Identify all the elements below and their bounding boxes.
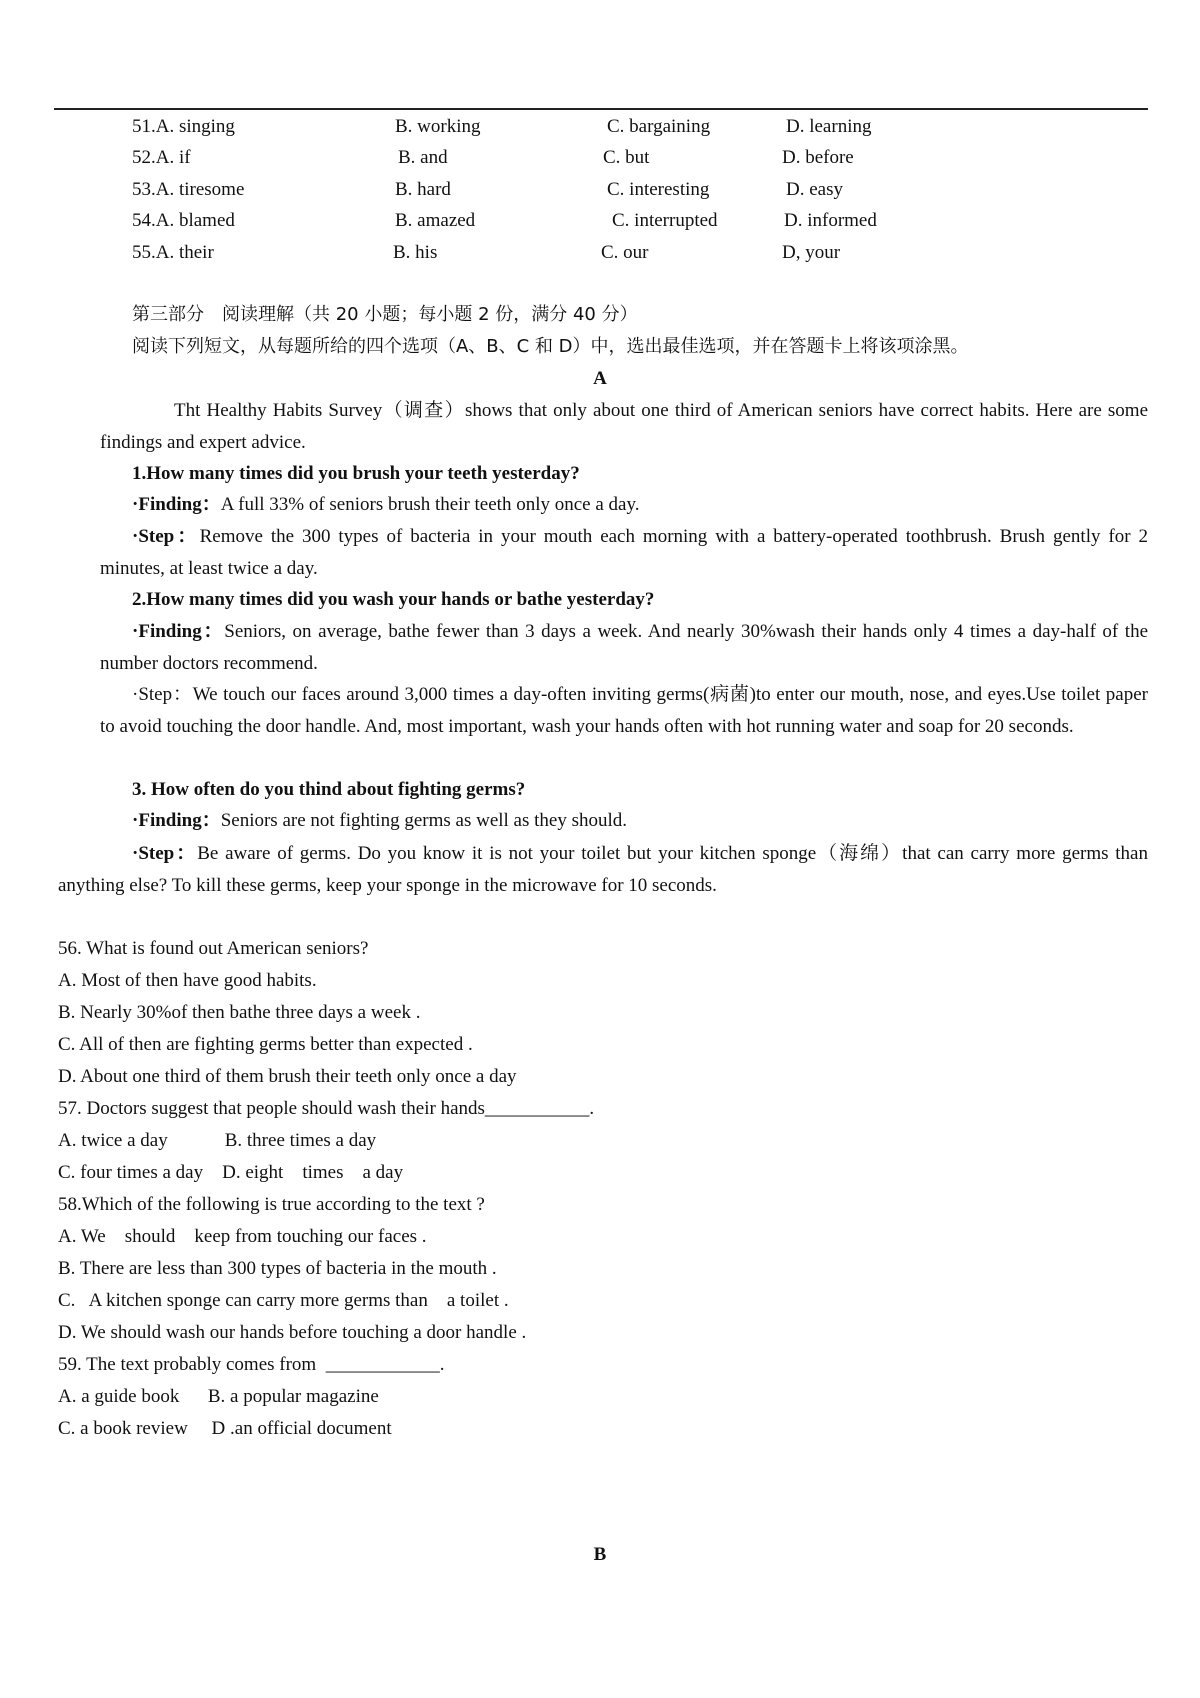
step-label: ·Step：: [132, 843, 198, 864]
option-b: B. working: [395, 116, 481, 137]
question-56-option-a: A. Most of then have good habits.: [58, 970, 317, 991]
finding-label: ·Finding：: [132, 621, 225, 642]
question-58-option-b: B. There are less than 300 types of bacteria in the mouth .: [58, 1258, 497, 1279]
question-56-option-d: D. About one third of them brush their teeth only once a day: [58, 1066, 517, 1087]
option-d: D. before: [782, 147, 854, 168]
option-c: C. our: [601, 242, 649, 263]
option-d: D. learning: [786, 116, 872, 137]
option-c: C. interesting: [607, 179, 710, 200]
question-58-option-c: C. A kitchen sponge can carry more germs than a toilet .: [58, 1290, 509, 1311]
finding-label: ·Finding：: [132, 810, 221, 831]
question-58-option-a: A. We should keep from touching our faces .: [58, 1226, 427, 1247]
option-c: C. bargaining: [607, 116, 711, 137]
step-label: ·Step：: [132, 526, 200, 547]
question-56-option-b: B. Nearly 30%of then bathe three days a week .: [58, 1002, 421, 1023]
question-59-options-cd: C. a book review D .an official document: [58, 1418, 392, 1439]
question-57: 57. Doctors suggest that people should wash their hands___________.: [58, 1098, 595, 1119]
option-a: 53.A. tiresome: [132, 179, 245, 200]
finding-text: Seniors, on average, bathe fewer than 3 days a week. And nearly 30%wash their hands only 4 times a day-half of the number doctors recommend.: [100, 621, 1149, 674]
question-58: 58.Which of the following is true according to the text ?: [58, 1194, 485, 1215]
passage-intro: Tht Healthy Habits Survey（调查）shows that only about one third of American seniors have correct habits. Here are some findings and expert advice.: [100, 400, 1148, 453]
section-heading: 第三部分 阅读理解（共 20 小题；每小题 2 份，满分 40 分）: [132, 304, 638, 325]
passage-a-label: A: [593, 368, 607, 389]
step-text: We touch our faces around 3,000 times a day-often inviting germs(病菌)to enter our mouth, nose, and eyes.Use toilet paper to avoid touching the door handle. And, most important, wash your hands often with hot running water and soap for 20 seconds.: [100, 684, 1148, 737]
option-d: D. easy: [786, 179, 843, 200]
finding-text: Seniors are not fighting germs as well as they should.: [220, 810, 628, 831]
finding-label: ·Finding：: [132, 494, 221, 515]
step-label: ·Step：: [132, 684, 193, 705]
option-a: 54.A. blamed: [132, 210, 235, 231]
option-c: C. but: [603, 147, 650, 168]
question-58-option-d: D. We should wash our hands before touching a door handle .: [58, 1322, 527, 1343]
passage-b-label: B: [593, 1544, 607, 1565]
option-c: C. interrupted: [612, 210, 718, 231]
option-b: B. and: [398, 147, 448, 168]
option-b: B. hard: [395, 179, 451, 200]
finding-text: A full 33% of seniors brush their teeth only once a day.: [220, 494, 640, 515]
survey-question-3: 3. How often do you thind about fighting germs?: [132, 779, 526, 800]
step-text: Be aware of germs. Do you know it is not your toilet but your kitchen sponge（海绵）that can carry more germs than anything else? To kill these germs, keep your sponge in the microwave for 10 seconds.: [58, 843, 1148, 896]
survey-question-2: 2.How many times did you wash your hands or bathe yesterday?: [132, 589, 655, 610]
section-instruction: 阅读下列短文，从每题所给的四个选项（A、B、C 和 D）中，选出最佳选项，并在答题卡上将该项涂黑。: [132, 336, 969, 357]
option-a: 52.A. if: [132, 147, 191, 168]
finding-1: [132, 490, 639, 520]
finding-3: [132, 806, 627, 836]
top-rule: [54, 108, 1148, 110]
question-56-option-c: C. All of then are fighting germs better than expected .: [58, 1034, 473, 1055]
step-1: [100, 521, 1148, 584]
survey-question-1: 1.How many times did you brush your teeth yesterday?: [132, 463, 580, 484]
option-d: D, your: [782, 242, 841, 263]
option-b: B. amazed: [395, 210, 476, 231]
step-text: Remove the 300 types of bacteria in your mouth each morning with a battery-operated toothbrush. Brush gently for 2 minutes, at least twice a day.: [100, 526, 1148, 579]
option-b: B. his: [393, 242, 438, 263]
option-d: D. informed: [784, 210, 877, 231]
step-2: [100, 679, 1148, 742]
option-a: 55.A. their: [132, 242, 214, 263]
question-59: 59. The text probably comes from ____________.: [58, 1354, 445, 1375]
option-a: 51.A. singing: [132, 116, 235, 137]
question-57-options-cd: C. four times a day D. eight times a day: [58, 1162, 404, 1183]
question-56: 56. What is found out American seniors?: [58, 938, 369, 959]
finding-2: [100, 616, 1148, 679]
question-59-options-ab: A. a guide book B. a popular magazine: [58, 1386, 379, 1407]
question-57-options-ab: A. twice a day B. three times a day: [58, 1130, 377, 1151]
step-3: [58, 838, 1148, 901]
